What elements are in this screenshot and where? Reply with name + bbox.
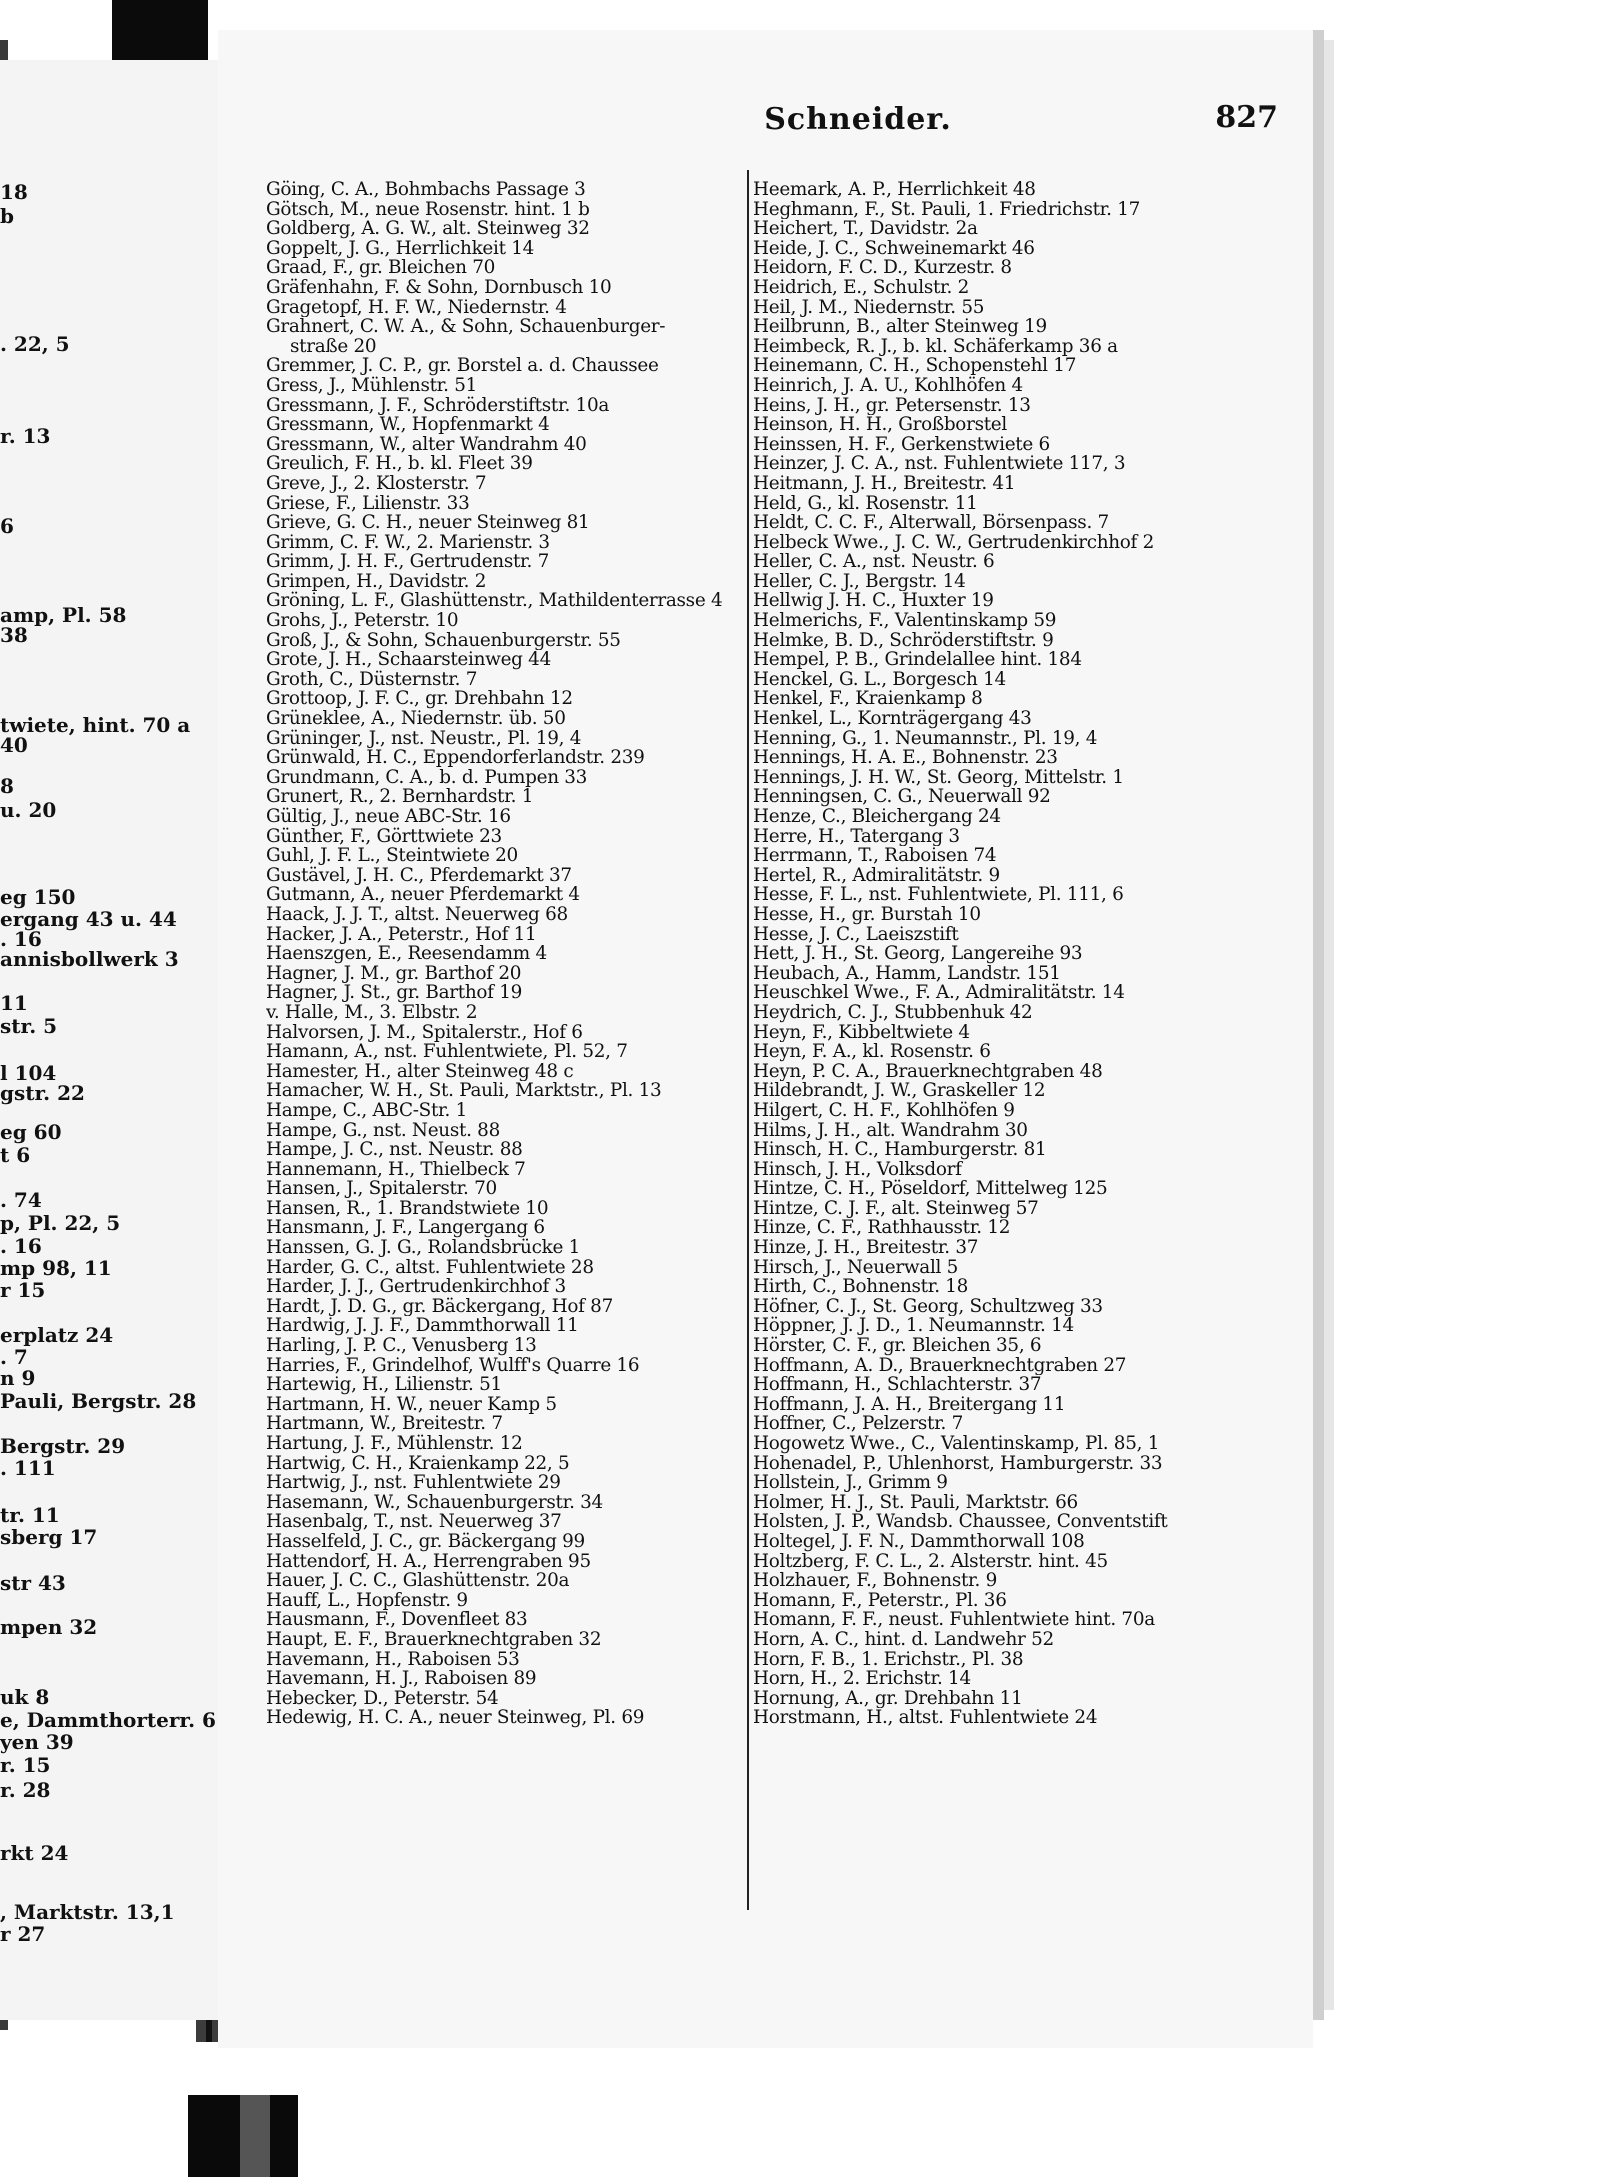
left-fragment: . 111 xyxy=(0,1456,56,1480)
directory-entry: Heil, J. M., Niedernstr. 55 xyxy=(753,297,985,318)
left-fragment: ergang 43 u. 44 xyxy=(0,907,177,931)
directory-entry: Heide, J. C., Schweinemarkt 46 xyxy=(753,238,1035,259)
directory-entry: Havemann, H., Raboisen 53 xyxy=(266,1649,520,1670)
directory-entry: Goldberg, A. G. W., alt. Steinweg 32 xyxy=(266,219,590,239)
directory-entry: Hacker, J. A., Peterstr., Hof 11 xyxy=(266,924,537,945)
left-fragment: gstr. 22 xyxy=(0,1081,85,1105)
left-fragment: mpen 32 xyxy=(0,1615,98,1639)
left-fragment: . 22, 5 xyxy=(0,332,70,356)
directory-entry: Hartung, J. F., Mühlenstr. 12 xyxy=(266,1434,523,1454)
directory-entry: Hampe, J. C., nst. Neustr. 88 xyxy=(266,1140,523,1160)
directory-entry: Höppner, J. J. D., 1. Neumannstr. 14 xyxy=(753,1316,1074,1337)
directory-entry: Heinssen, H. F., Gerkenstwiete 6 xyxy=(753,434,1050,455)
directory-entry: Heyn, F. A., kl. Rosenstr. 6 xyxy=(753,1042,991,1062)
directory-entry: Havemann, H. J., Raboisen 89 xyxy=(266,1669,537,1689)
left-fragment: n 9 xyxy=(0,1366,36,1390)
directory-entry: Hilms, J. H., alt. Wandrahm 30 xyxy=(753,1120,1028,1141)
left-fragment: str 43 xyxy=(0,1571,66,1595)
left-fragment: r 27 xyxy=(0,1922,46,1946)
left-fragment: amp, Pl. 58 xyxy=(0,603,127,627)
directory-entry: Grundmann, C. A., b. d. Pumpen 33 xyxy=(266,767,588,788)
directory-entry: Hamester, H., alter Steinweg 48 c xyxy=(266,1061,574,1082)
directory-entry: Heinrich, J. A. U., Kohlhöfen 4 xyxy=(753,375,1023,396)
directory-page xyxy=(218,30,1313,2048)
directory-entry: Helmerichs, F., Valentinskamp 59 xyxy=(753,611,1057,631)
directory-entry: Heinemann, C. H., Schopenstehl 17 xyxy=(753,356,1077,376)
directory-entry: Herrmann, T., Raboisen 74 xyxy=(753,846,997,866)
directory-entry: Grote, J. H., Schaarsteinweg 44 xyxy=(266,650,551,670)
left-fragment: 8 xyxy=(0,774,14,798)
directory-entry: Hagner, J. St., gr. Barthof 19 xyxy=(266,983,522,1003)
directory-entry: Heghmann, F., St. Pauli, 1. Friedrichstr. 17 xyxy=(753,199,1141,220)
directory-entry: Hartewig, H., Lilienstr. 51 xyxy=(266,1375,502,1395)
directory-entry: Hesse, F. L., nst. Fuhlentwiete, Pl. 111, 6 xyxy=(753,885,1124,905)
directory-entry: Henkel, L., Kornträgergang 43 xyxy=(753,709,1032,729)
directory-entry: Grüninger, J., nst. Neustr., Pl. 19, 4 xyxy=(266,728,582,749)
directory-entry: Harder, G. C., altst. Fuhlentwiete 28 xyxy=(266,1257,594,1278)
directory-entry: Hinsch, H. C., Hamburgerstr. 81 xyxy=(753,1140,1047,1160)
directory-entry: Heins, J. H., gr. Petersenstr. 13 xyxy=(753,395,1031,416)
directory-entry: Horn, A. C., hint. d. Landwehr 52 xyxy=(753,1629,1054,1650)
directory-entry: Harling, J. P. C., Venusberg 13 xyxy=(266,1336,537,1356)
directory-entry: Heydrich, C. J., Stubbenhuk 42 xyxy=(753,1002,1033,1023)
directory-entry: Hilgert, C. H. F., Kohlhöfen 9 xyxy=(753,1100,1015,1121)
directory-entry: Haupt, E. F., Brauerknechtgraben 32 xyxy=(266,1629,602,1650)
directory-entry: Hellwig J. H. C., Huxter 19 xyxy=(753,591,994,612)
left-page-fragment xyxy=(0,60,220,2020)
directory-entry: Heilbrunn, B., alter Steinweg 19 xyxy=(753,317,1047,337)
directory-entry: Hampe, C., ABC-Str. 1 xyxy=(266,1100,468,1121)
directory-entry: Göing, C. A., Bohmbachs Passage 3 xyxy=(266,180,586,200)
left-fragment: l 104 xyxy=(0,1061,57,1085)
left-fragment: eg 150 xyxy=(0,885,76,909)
left-fragment: 18 xyxy=(0,180,28,204)
directory-entry: Homann, F. F., neust. Fuhlentwiete hint. 70a xyxy=(753,1610,1155,1630)
directory-entry: Heinzer, J. C. A., nst. Fuhlentwiete 117, 3 xyxy=(753,454,1126,474)
left-fragment: r. 15 xyxy=(0,1753,51,1777)
directory-entry: Gröning, L. F., Glashüttenstr., Mathildenterrasse 4 xyxy=(266,591,723,612)
directory-entry: Hardwig, J. J. F., Dammthorwall 11 xyxy=(266,1316,579,1337)
directory-entry: Henckel, G. L., Borgesch 14 xyxy=(753,669,1006,690)
directory-entry: Heller, C. J., Bergstr. 14 xyxy=(753,571,966,592)
directory-entry: Grimpen, H., Davidstr. 2 xyxy=(266,571,487,592)
directory-entry: Grünekleе, A., Niedernstr. üb. 50 xyxy=(266,709,566,729)
directory-entry: Hauer, J. C. C., Glashüttenstr. 20a xyxy=(266,1571,570,1591)
left-fragment: r 15 xyxy=(0,1278,46,1302)
directory-entry: Grimm, C. F. W., 2. Marienstr. 3 xyxy=(266,532,550,553)
directory-entry: Hörster, C. F., gr. Bleichen 35, 6 xyxy=(753,1336,1042,1356)
directory-entry: Grottoop, J. F. C., gr. Drehbahn 12 xyxy=(266,689,573,710)
directory-entry: Heemark, A. P., Herrlichkeit 48 xyxy=(753,180,1036,200)
directory-entry: Herre, H., Tatergang 3 xyxy=(753,826,960,847)
directory-entry: Heichert, T., Davidstr. 2a xyxy=(753,219,978,239)
directory-entry: Hartwig, C. H., Kraienkamp 22, 5 xyxy=(266,1453,570,1474)
directory-entry: Heubach, A., Hamm, Landstr. 151 xyxy=(753,963,1061,984)
left-fragment: . 16 xyxy=(0,927,42,951)
directory-entry: Hartmann, H. W., neuer Kamp 5 xyxy=(266,1394,557,1415)
directory-entry: Heitmann, J. H., Breitestr. 41 xyxy=(753,473,1016,494)
directory-entry: Höfner, C. J., St. Georg, Schultzweg 33 xyxy=(753,1296,1103,1317)
directory-entry: Hasselfeld, J. C., gr. Bäckergang 99 xyxy=(266,1531,585,1552)
directory-entry: Heuschkel Wwe., F. A., Admiralitätstr. 14 xyxy=(753,983,1125,1003)
left-fragment: tr. 11 xyxy=(0,1503,60,1527)
left-fragment: 6 xyxy=(0,514,14,538)
left-fragment: r. 13 xyxy=(0,424,51,448)
directory-entry: Hampe, G., nst. Neust. 88 xyxy=(266,1120,500,1141)
directory-entry: Helmke, B. D., Schröderstiftstr. 9 xyxy=(753,630,1054,651)
left-fragment: 38 xyxy=(0,623,28,647)
directory-entry: Hedewig, H. C. A., neuer Steinweg, Pl. 69 xyxy=(266,1708,645,1728)
directory-entry-continuation: straße 20 xyxy=(290,336,377,357)
directory-entry: Holzhauer, F., Bohnenstr. 9 xyxy=(753,1571,998,1591)
left-fragment: annisbollwerk 3 xyxy=(0,947,179,971)
directory-entry: Hansmann, J. F., Langergang 6 xyxy=(266,1218,545,1239)
directory-column-left xyxy=(266,180,741,1728)
left-fragment: mp 98, 11 xyxy=(0,1256,112,1280)
left-fragment: 40 xyxy=(0,733,28,757)
directory-entry: Hasemann, W., Schauenburgerstr. 34 xyxy=(266,1492,603,1513)
right-page-edge-2 xyxy=(1324,40,1334,2010)
directory-entry: Gragetopf, H. F. W., Niedernstr. 4 xyxy=(266,297,567,318)
left-fragment: . 74 xyxy=(0,1188,42,1212)
directory-entry: Hornung, A., gr. Drehbahn 11 xyxy=(753,1688,1023,1709)
directory-entry: Groth, C., Düsternstr. 7 xyxy=(266,669,478,690)
left-fragment: b xyxy=(0,204,14,228)
directory-entry: Hagner, J. M., gr. Barthof 20 xyxy=(266,963,522,984)
directory-entry: Hoffmann, H., Schlachterstr. 37 xyxy=(753,1375,1042,1395)
left-fragment: . 7 xyxy=(0,1345,28,1369)
bottom-gray-strip xyxy=(240,2095,270,2177)
directory-entry: Heller, C. A., nst. Neustr. 6 xyxy=(753,552,995,572)
directory-entry: Gustävel, J. H. C., Pferdemarkt 37 xyxy=(266,865,572,886)
directory-entry: Grunert, R., 2. Bernhardstr. 1 xyxy=(266,787,534,807)
directory-entry: Hinsch, J. H., Volksdorf xyxy=(753,1159,962,1180)
directory-entry: Holmer, H. J., St. Pauli, Marktstr. 66 xyxy=(753,1492,1078,1513)
directory-entry: Hirsch, J., Neuerwall 5 xyxy=(753,1257,959,1278)
directory-entry: Hintze, C. J. F., alt. Steinweg 57 xyxy=(753,1198,1039,1219)
directory-entry: Hett, J. H., St. Georg, Langereihe 93 xyxy=(753,944,1083,964)
directory-entry: Hausmann, F., Dovenfleet 83 xyxy=(266,1610,528,1630)
left-fragment: t 6 xyxy=(0,1143,31,1167)
page-header xyxy=(678,100,1278,150)
left-fragment: yen 39 xyxy=(0,1730,74,1754)
directory-entry: Hattendorf, H. A., Herrengraben 95 xyxy=(266,1551,591,1572)
directory-entry: Grimm, J. H. F., Gertrudenstr. 7 xyxy=(266,552,550,572)
directory-entry: Heimbeck, R. J., b. kl. Schäferkamp 36 a xyxy=(753,336,1118,357)
directory-entry: Günther, F., Görttwiete 23 xyxy=(266,826,502,847)
directory-entry: Groß, J., & Sohn, Schauenburgerstr. 55 xyxy=(266,630,621,651)
directory-entry: Heidorn, F. C. D., Kurzestr. 8 xyxy=(753,258,1012,278)
left-fragment: . 16 xyxy=(0,1234,42,1258)
directory-entry: Götsch, M., neue Rosenstr. hint. 1 b xyxy=(266,199,590,220)
directory-entry: Haenszgen, E., Reesendamm 4 xyxy=(266,944,547,964)
directory-entry: Hintze, C. H., Pöseldorf, Mittelweg 125 xyxy=(753,1179,1108,1199)
directory-entry: Homann, F., Peterstr., Pl. 36 xyxy=(753,1590,1007,1611)
directory-entry: Hartmann, W., Breitestr. 7 xyxy=(266,1414,503,1434)
directory-entry: Gress, J., Mühlenstr. 51 xyxy=(266,375,478,396)
left-fragment: r. 28 xyxy=(0,1778,51,1802)
directory-entry: Hirth, C., Bohnenstr. 18 xyxy=(753,1277,969,1297)
directory-entry: Holtzberg, F. C. L., 2. Alsterstr. hint. 45 xyxy=(753,1551,1108,1572)
directory-entry: Gressmann, W., alter Wandrahm 40 xyxy=(266,434,587,455)
directory-entry: Henkel, F., Kraienkamp 8 xyxy=(753,689,983,710)
directory-entry: Grohs, J., Peterstr. 10 xyxy=(266,611,459,631)
directory-entry: Heyn, F., Kibbeltwiete 4 xyxy=(753,1022,970,1043)
directory-entry: Henningsen, C. G., Neuerwall 92 xyxy=(753,787,1051,807)
directory-entry: Heidrich, E., Schulstr. 2 xyxy=(753,277,970,298)
page-number: 827 xyxy=(1215,100,1278,135)
left-fragment: p, Pl. 22, 5 xyxy=(0,1211,121,1235)
directory-entry: Griese, F., Lilienstr. 33 xyxy=(266,493,470,514)
left-fragment: rkt 24 xyxy=(0,1841,69,1865)
left-fragment: , Marktstr. 13,1 xyxy=(0,1900,175,1924)
directory-entry: Hogowetz Wwe., C., Valentinskamp, Pl. 85, 1 xyxy=(753,1434,1160,1454)
directory-column-right xyxy=(753,180,1228,1728)
directory-entry: Halvorsen, J. M., Spitalerstr., Hof 6 xyxy=(266,1022,583,1043)
directory-entry: Gressmann, J. F., Schröderstiftstr. 10a xyxy=(266,395,610,416)
directory-entry: Hauff, L., Hopfenstr. 9 xyxy=(266,1590,468,1611)
left-fragment: Pauli, Bergstr. 28 xyxy=(0,1389,197,1413)
directory-entry: Holsten, J. P., Wandsb. Chaussee, Conventstift xyxy=(753,1512,1168,1532)
directory-entry: Grünwald, H. C., Eppendorferlandstr. 239 xyxy=(266,748,645,768)
left-fragment: u. 20 xyxy=(0,798,57,822)
left-fragment: 11 xyxy=(0,991,28,1015)
directory-entry: Hollstein, J., Grimm 9 xyxy=(753,1473,948,1493)
directory-entry: v. Halle, M., 3. Elbstr. 2 xyxy=(266,1002,478,1023)
directory-entry: Hoffmann, A. D., Brauerknechtgraben 27 xyxy=(753,1355,1127,1376)
directory-entry: Hinze, C. F., Rathhausstr. 12 xyxy=(753,1218,1011,1239)
running-title: Schneider. xyxy=(764,102,952,137)
directory-entry: Hamann, A., nst. Fuhlentwiete, Pl. 52, 7 xyxy=(266,1042,628,1062)
directory-entry: Henze, C., Bleichergang 24 xyxy=(753,807,1001,827)
left-fragment: str. 5 xyxy=(0,1014,58,1038)
directory-entry: Helbeck Wwe., J. C. W., Gertrudenkirchhof 2 xyxy=(753,532,1155,553)
directory-entry: Hebecker, D., Peterstr. 54 xyxy=(266,1688,499,1709)
directory-entry: Harder, J. J., Gertrudenkirchhof 3 xyxy=(266,1277,566,1297)
directory-entry: Heyn, P. C. A., Brauerknechtgraben 48 xyxy=(753,1061,1103,1082)
left-fragment: twiete, hint. 70 a xyxy=(0,713,191,737)
directory-entry: Hennings, H. A. E., Bohnenstr. 23 xyxy=(753,748,1058,768)
column-divider xyxy=(747,170,749,1910)
directory-entry: Hohenadel, P., Uhlenhorst, Hamburgerstr. 33 xyxy=(753,1453,1163,1474)
directory-entry: Gültig, J., neue ABC-Str. 16 xyxy=(266,807,511,827)
directory-entry: Heinson, H. H., Großborstel xyxy=(753,415,1007,435)
left-fragment: eg 60 xyxy=(0,1120,62,1144)
directory-entry: Horstmann, H., altst. Fuhlentwiete 24 xyxy=(753,1708,1098,1728)
directory-entry: Graad, F., gr. Bleichen 70 xyxy=(266,258,496,278)
directory-entry: Hinze, J. H., Breitestr. 37 xyxy=(753,1238,979,1258)
left-fragment: Bergstr. 29 xyxy=(0,1434,126,1458)
directory-entry: Hempel, P. B., Grindelallee hint. 184 xyxy=(753,650,1082,670)
directory-entry: Hardt, J. D. G., gr. Bäckergang, Hof 87 xyxy=(266,1296,613,1317)
directory-entry: Haack, J. J. T., altst. Neuerweg 68 xyxy=(266,904,568,925)
directory-entry: Holtegel, J. F. N., Dammthorwall 108 xyxy=(753,1531,1085,1552)
directory-entry: Henning, G., 1. Neumannstr., Pl. 19, 4 xyxy=(753,728,1098,749)
directory-entry: Hoffner, C., Pelzerstr. 7 xyxy=(753,1414,964,1434)
directory-entry: Greulich, F. H., b. kl. Fleet 39 xyxy=(266,454,533,474)
directory-entry: Hesse, J. C., Laeiszstift xyxy=(753,924,959,945)
directory-entry: Hertel, R., Admiralitätstr. 9 xyxy=(753,865,1000,886)
directory-entry: Grieve, G. C. H., neuer Steinweg 81 xyxy=(266,513,590,533)
directory-entry: Hansen, R., 1. Brandstwiete 10 xyxy=(266,1198,549,1219)
directory-entry: Hannemann, H., Thielbeck 7 xyxy=(266,1159,526,1180)
directory-entry: Hansen, J., Spitalerstr. 70 xyxy=(266,1179,497,1199)
left-fragment: e, Dammthorterr. 6 xyxy=(0,1708,216,1732)
directory-entry: Hennings, J. H. W., St. Georg, Mittelstr. 1 xyxy=(753,767,1124,788)
directory-entry: Hesse, H., gr. Burstah 10 xyxy=(753,904,981,925)
directory-entry: Horn, H., 2. Erichstr. 14 xyxy=(753,1669,971,1689)
directory-entry: Hildebrandt, J. W., Graskeller 12 xyxy=(753,1081,1046,1101)
directory-entry: Grahnert, C. W. A., & Sohn, Schauenburger- xyxy=(266,317,666,337)
directory-entry: Gremmer, J. C. P., gr. Borstel a. d. Chaussee xyxy=(266,356,659,376)
directory-entry: Gutmann, A., neuer Pferdemarkt 4 xyxy=(266,885,580,905)
directory-entry: Goppelt, J. G., Herrlichkeit 14 xyxy=(266,238,535,259)
left-fragment: erplatz 24 xyxy=(0,1323,114,1347)
directory-entry: Harries, F., Grindelhof, Wulff's Quarre 16 xyxy=(266,1355,640,1376)
directory-entry: Guhl, J. F. L., Steintwiete 20 xyxy=(266,846,518,866)
directory-entry: Hoffmann, J. A. H., Breitergang 11 xyxy=(753,1394,1066,1415)
left-fragment: uk 8 xyxy=(0,1685,50,1709)
directory-entry: Heldt, C. C. F., Alterwall, Börsenpass. 7 xyxy=(753,513,1109,533)
directory-entry: Gressmann, W., Hopfenmarkt 4 xyxy=(266,415,550,435)
directory-entry: Horn, F. B., 1. Erichstr., Pl. 38 xyxy=(753,1649,1024,1670)
directory-entry: Hasenbalg, T., nst. Neuerweg 37 xyxy=(266,1512,562,1532)
directory-entry: Held, G., kl. Rosenstr. 11 xyxy=(753,493,978,514)
directory-entry: Hanssen, G. J. G., Rolandsbrücke 1 xyxy=(266,1238,580,1258)
directory-entry: Greve, J., 2. Klosterstr. 7 xyxy=(266,473,487,494)
left-fragment: sberg 17 xyxy=(0,1525,98,1549)
directory-entry: Hamacher, W. H., St. Pauli, Marktstr., Pl. 13 xyxy=(266,1081,662,1101)
directory-entry: Gräfenhahn, F. & Sohn, Dornbusch 10 xyxy=(266,277,612,298)
top-black-binding xyxy=(112,0,208,62)
directory-entry: Hartwig, J., nst. Fuhlentwiete 29 xyxy=(266,1473,561,1493)
